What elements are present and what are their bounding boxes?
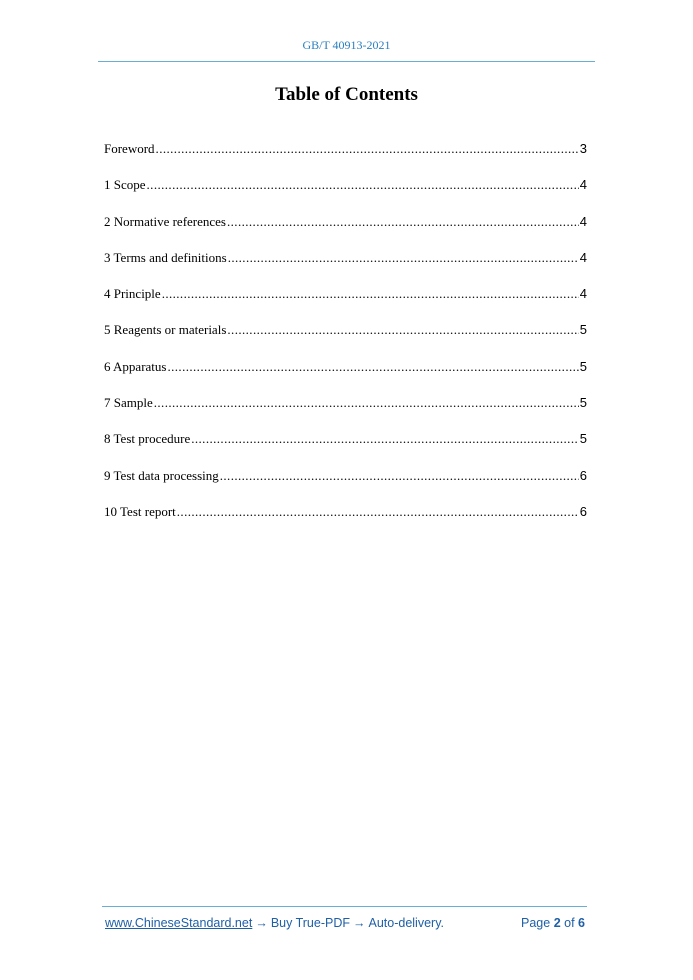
toc-entry-page-number: 4 <box>579 177 587 193</box>
toc-entry-label: 5 Reagents or materials <box>104 322 227 338</box>
dot-leader <box>220 468 579 484</box>
toc-entry-scope[interactable] <box>104 177 587 213</box>
toc-entry-label: 4 Principle <box>104 286 161 302</box>
toc-entry-normative-references[interactable] <box>104 214 587 250</box>
page-word: Page <box>521 916 551 930</box>
dot-leader <box>147 177 579 193</box>
buy-true-pdf-text: Buy True-PDF <box>270 916 350 930</box>
toc-entry-principle[interactable] <box>104 286 587 322</box>
toc-entry-label: 7 Sample <box>104 395 153 411</box>
toc-entry-label: 3 Terms and definitions <box>104 249 227 265</box>
header-divider <box>98 61 595 62</box>
page-footer <box>105 916 585 930</box>
dot-leader <box>162 286 579 302</box>
toc-list <box>104 141 587 540</box>
toc-entry-test-data-processing[interactable] <box>104 468 587 504</box>
toc-entry-foreword[interactable] <box>104 141 587 177</box>
toc-entry-terms-and-definitions[interactable] <box>104 250 587 286</box>
toc-entry-reagents-or-materials[interactable] <box>104 322 587 358</box>
dot-leader <box>228 250 579 266</box>
arrow-right-icon: → <box>353 916 366 930</box>
dot-leader <box>177 504 579 520</box>
current-page-number: 2 <box>553 916 561 930</box>
toc-entry-page-number: 5 <box>579 358 587 374</box>
toc-entry-page-number: 6 <box>579 503 587 519</box>
toc-entry-page-number: 4 <box>579 249 587 265</box>
toc-entry-sample[interactable] <box>104 395 587 431</box>
toc-entry-page-number: 4 <box>579 286 587 302</box>
toc-entry-page-number: 5 <box>579 395 587 411</box>
of-word: of <box>564 916 575 930</box>
footer-divider <box>102 906 587 907</box>
toc-entry-label: 8 Test procedure <box>104 431 191 447</box>
toc-entry-label: 9 Test data processing <box>104 467 219 483</box>
chinese-standard-link[interactable]: www.ChineseStandard.net <box>105 916 253 930</box>
toc-entry-page-number: 5 <box>579 431 587 447</box>
dot-leader <box>156 141 579 157</box>
page-title: Table of Contents <box>275 84 418 105</box>
toc-entry-page-number: 5 <box>579 322 587 338</box>
dot-leader <box>167 359 578 375</box>
document-code-header: GB/T 40913-2021 <box>302 38 391 52</box>
arrow-right-icon: → <box>255 916 268 930</box>
toc-entry-page-number: 3 <box>579 141 587 156</box>
page-indicator <box>521 916 585 930</box>
toc-entry-label: 1 Scope <box>104 177 146 193</box>
toc-entry-test-report[interactable] <box>104 504 587 540</box>
toc-entry-page-number: 6 <box>579 467 587 483</box>
dot-leader <box>191 431 579 447</box>
toc-entry-label: 6 Apparatus <box>104 358 167 374</box>
dot-leader <box>227 322 578 338</box>
dot-leader <box>154 395 579 411</box>
footer-promo <box>105 916 444 930</box>
total-pages-number: 6 <box>578 916 585 930</box>
toc-entry-label: 10 Test report <box>104 503 176 519</box>
toc-entry-page-number: 4 <box>579 213 587 229</box>
toc-entry-test-procedure[interactable] <box>104 431 587 467</box>
toc-entry-label: Foreword <box>104 141 155 156</box>
dot-leader <box>227 214 579 230</box>
toc-entry-label: 2 Normative references <box>104 213 226 229</box>
toc-entry-apparatus[interactable] <box>104 359 587 395</box>
auto-delivery-text: Auto-delivery. <box>368 916 444 930</box>
